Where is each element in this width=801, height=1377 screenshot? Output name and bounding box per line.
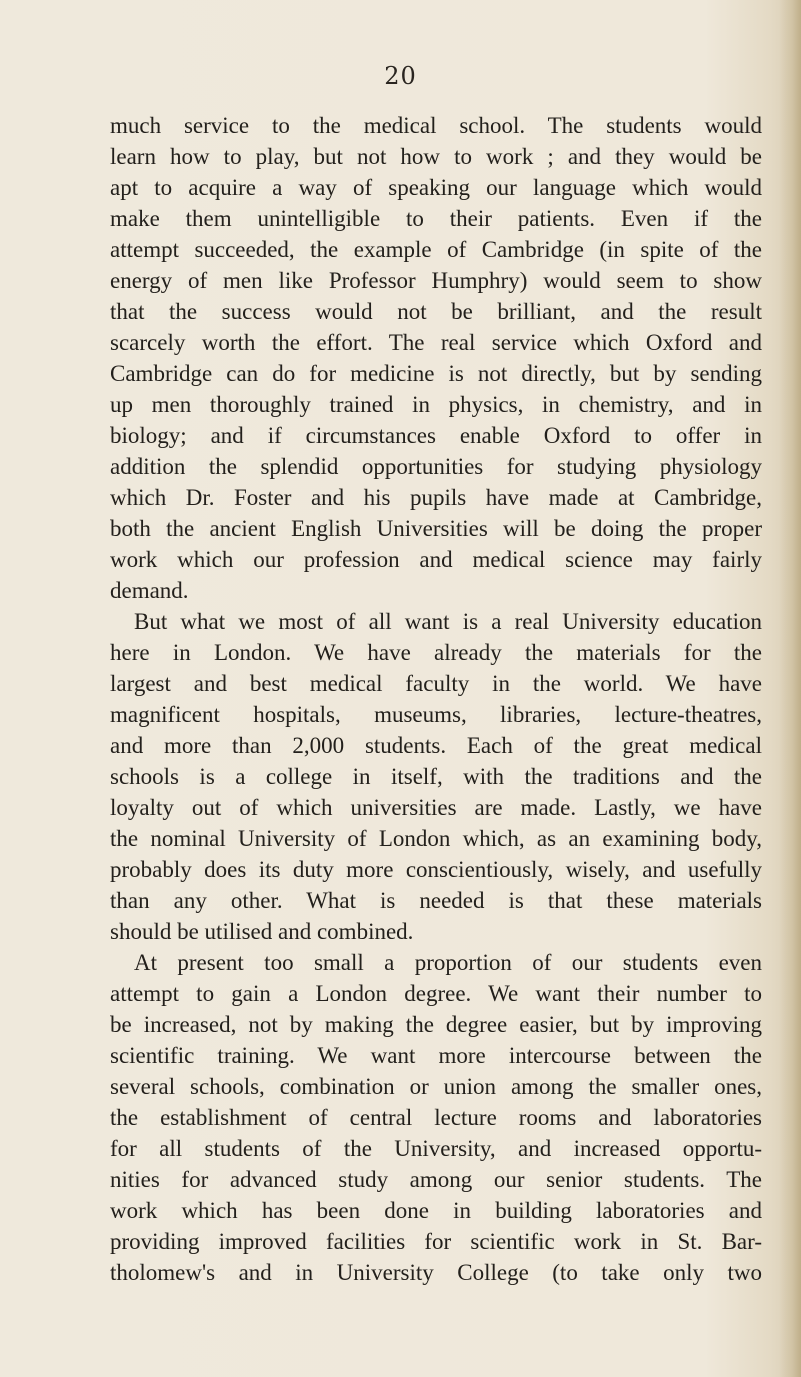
text-line: demand.: [110, 578, 189, 603]
text-line: But what we most of all want is a real University education: [134, 609, 762, 634]
paragraph-1: [110, 110, 762, 606]
text-line: work which our profession and medical science may fairly: [110, 547, 762, 572]
text-line: and more than 2,000 students. Each of the great medical: [110, 733, 762, 758]
text-line: make them unintelligible to their patients. Even if the: [110, 206, 762, 231]
page-number: 20: [384, 62, 417, 90]
text-line: should be utilised and combined.: [110, 919, 414, 944]
paragraph-3: [110, 947, 762, 1288]
paragraph-2: [110, 606, 762, 947]
text-line: providing improved facilities for scientific work in St. Bar-: [110, 1229, 762, 1254]
text-line: the establishment of central lecture rooms and laboratories: [110, 1105, 762, 1130]
page-edge-shadow: [779, 0, 801, 1377]
text-line: magnificent hospitals, museums, libraries, lecture-theatres,: [110, 702, 762, 727]
text-line: several schools, combination or union among the smaller ones,: [110, 1074, 762, 1099]
text-line: Cambridge can do for medicine is not directly, but by sending: [110, 361, 762, 386]
text-line: attempt succeeded, the example of Cambridge (in spite of the: [110, 237, 762, 262]
text-line: learn how to play, but not how to work ; and they would be: [110, 144, 762, 169]
text-line: largest and best medical faculty in the world. We have: [110, 671, 762, 696]
text-line: probably does its duty more conscientiously, wisely, and usefully: [110, 857, 762, 882]
text-line: schools is a college in itself, with the traditions and the: [110, 764, 762, 789]
body-text: [110, 110, 762, 1288]
text-line: scarcely worth the effort. The real service which Oxford and: [110, 330, 762, 355]
text-line: be increased, not by making the degree easier, but by improving: [110, 1012, 762, 1037]
text-line: At present too small a proportion of our students even: [134, 950, 762, 975]
text-line: for all students of the University, and increased opportu-: [110, 1136, 762, 1161]
text-line: addition the splendid opportunities for studying physiology: [110, 454, 762, 479]
text-line: that the success would not be brilliant, and the result: [110, 299, 762, 324]
text-line: work which has been done in building laboratories and: [110, 1198, 762, 1223]
text-line: loyalty out of which universities are made. Lastly, we have: [110, 795, 762, 820]
text-line: attempt to gain a London degree. We want their number to: [110, 981, 762, 1006]
text-line: biology; and if circumstances enable Oxford to offer in: [110, 423, 762, 448]
text-line: the nominal University of London which, as an examining body,: [110, 826, 762, 851]
text-line: nities for advanced study among our senior students. The: [110, 1167, 762, 1192]
text-line: much service to the medical school. The students would: [110, 113, 762, 138]
text-line: apt to acquire a way of speaking our language which would: [110, 175, 762, 200]
text-line: which Dr. Foster and his pupils have made at Cambridge,: [110, 485, 762, 510]
text-line: than any other. What is needed is that these materials: [110, 888, 762, 913]
text-line: both the ancient English Universities will be doing the proper: [110, 516, 762, 541]
text-line: scientific training. We want more intercourse between the: [110, 1043, 762, 1068]
text-line: up men thoroughly trained in physics, in chemistry, and in: [110, 392, 762, 417]
text-line: here in London. We have already the materials for the: [110, 640, 762, 665]
text-line: energy of men like Professor Humphry) would seem to show: [110, 268, 762, 293]
text-line: tholomew's and in University College (to take only two: [110, 1260, 762, 1285]
